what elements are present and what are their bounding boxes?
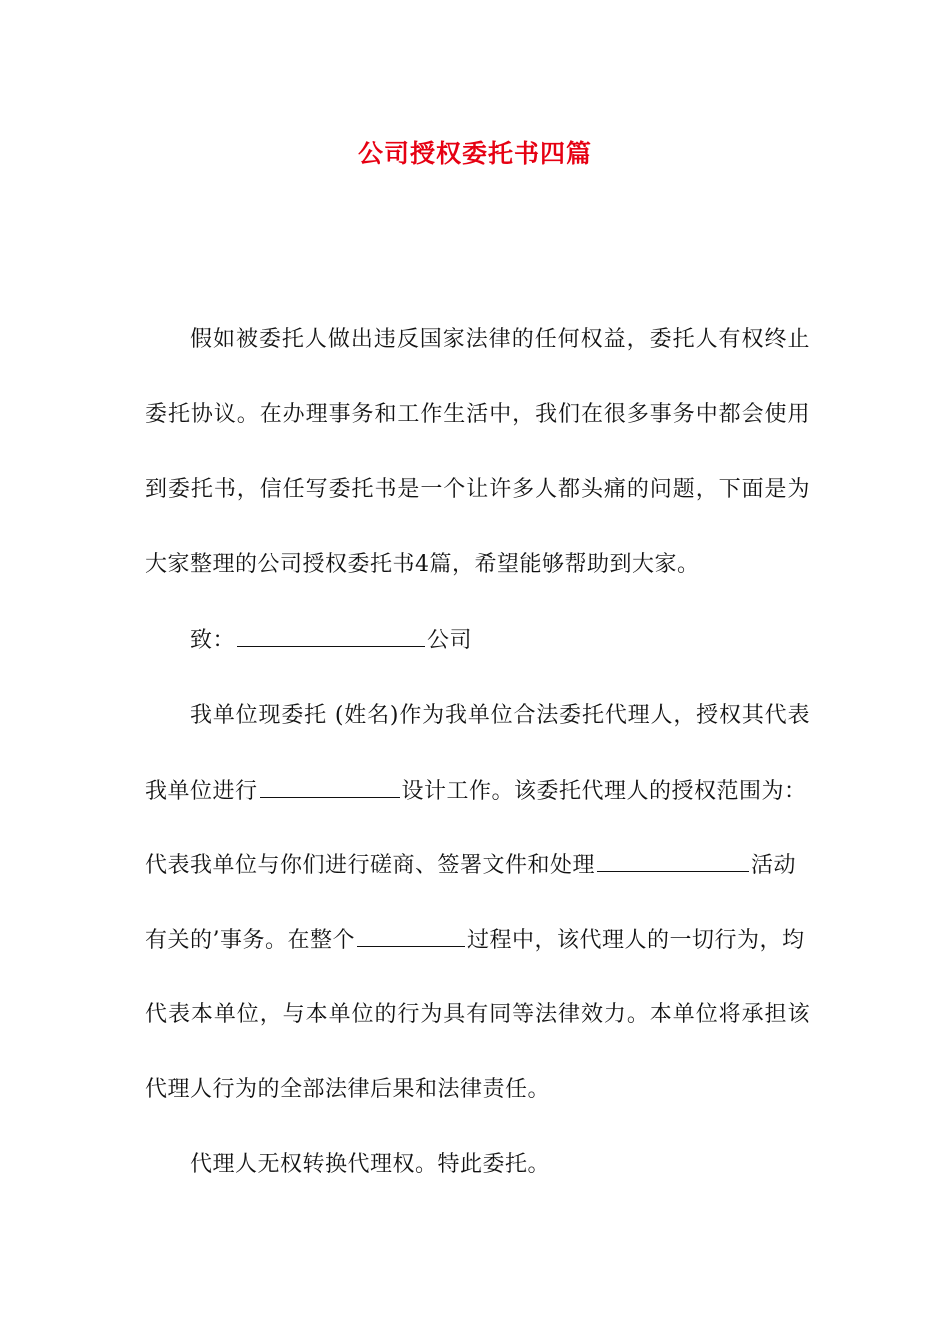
intro-line-3: 到委托书，信任写委托书是一个让许多人都头痛的问题，下面是为: [145, 477, 810, 502]
body-line-3-end: 活动: [751, 853, 797, 878]
process-blank: [357, 920, 465, 947]
company-name-blank: [237, 620, 425, 647]
body-line-3-start: 代表我单位与你们进行磋商、签署文件和处理: [145, 853, 596, 878]
body-line-3: [145, 845, 810, 886]
intro-line-1: 假如被委托人做出违反国家法律的任何权益，委托人有权终止: [190, 327, 810, 352]
addressee-suffix: 公司: [427, 628, 473, 653]
body-line-4-end: 过程中，该代理人的一切行为，均: [467, 928, 805, 953]
document-title: 公司授权委托书四篇: [357, 139, 592, 168]
body-line-4: [145, 920, 810, 961]
body-line-4-start: 有关的’事务。在整个: [145, 928, 355, 953]
body-line-2: [145, 771, 810, 812]
intro-line-4: 大家整理的公司授权委托书4篇，希望能够帮助到大家。: [145, 552, 700, 577]
closing-line: 代理人无权转换代理权。特此委托。: [190, 1152, 551, 1177]
body-line-2-start: 我单位进行: [145, 779, 258, 804]
body-line-1: 我单位现委托 (姓名)作为我单位合法委托代理人，授权其代表: [190, 703, 810, 728]
project-blank: [260, 771, 400, 798]
addressee-line: [190, 620, 810, 661]
body-line-5: 代表本单位，与本单位的行为具有同等法律效力。本单位将承担该: [145, 1002, 810, 1027]
body-line-6: 代理人行为的全部法律后果和法律责任。: [145, 1077, 551, 1102]
intro-line-2: 委托协议。在办理事务和工作生活中，我们在很多事务中都会使用: [145, 402, 810, 427]
activity-blank: [597, 845, 749, 872]
body-line-2-end: 设计工作。该委托代理人的授权范围为：: [401, 779, 807, 804]
addressee-prefix: 致：: [190, 628, 236, 653]
